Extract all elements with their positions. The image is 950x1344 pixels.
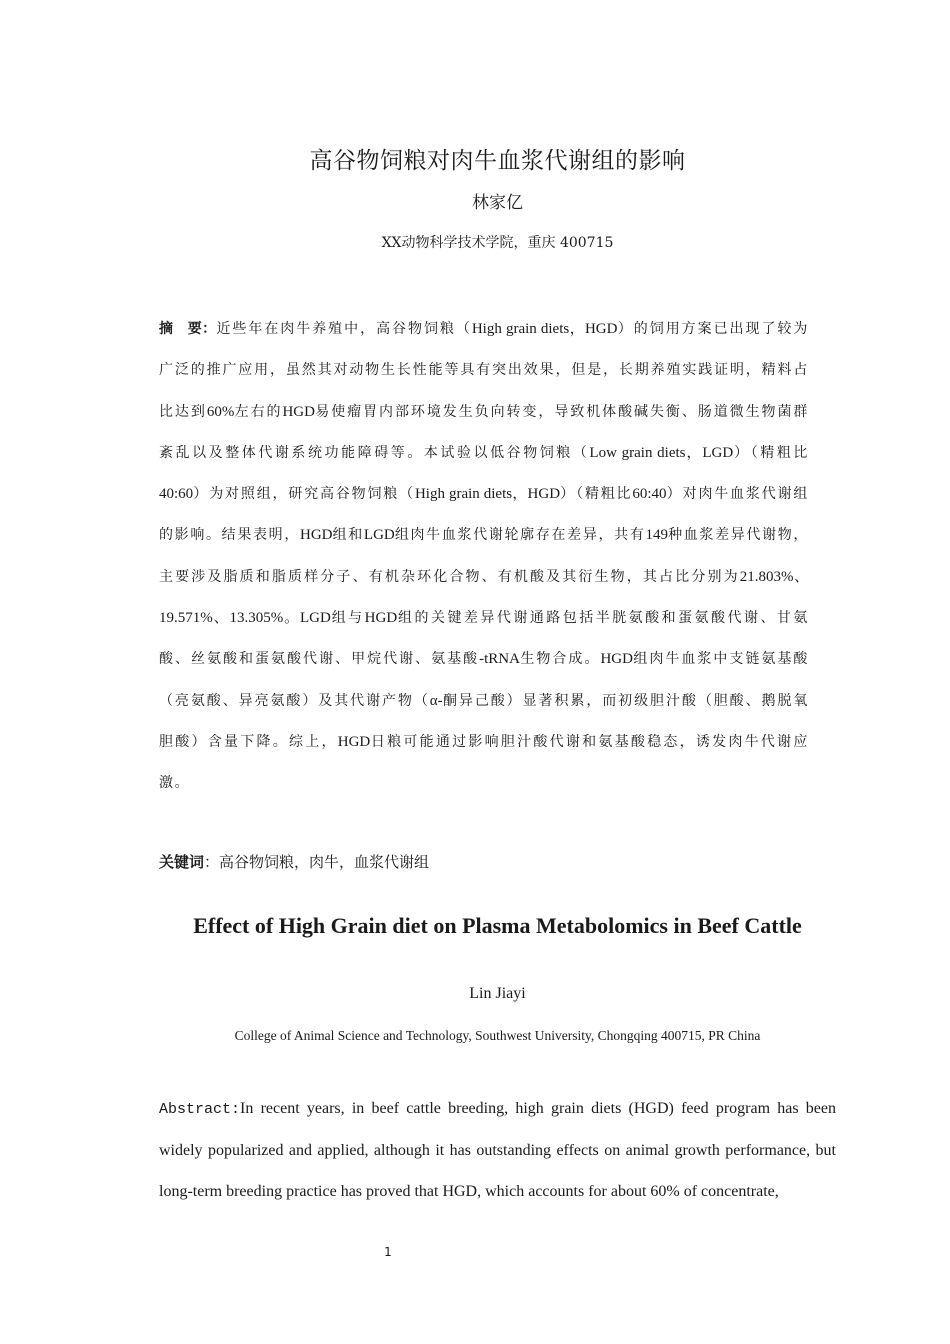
abstract-segment: ）（精粗比 <box>560 486 633 503</box>
abstract-segment: 组肉牛血浆代谢轮廓存在差异，共有 <box>394 527 646 544</box>
abstract-segment: HGD <box>282 403 315 420</box>
keywords-label: 关键词 <box>159 853 205 871</box>
abstract-segment: 149 <box>645 527 668 544</box>
abstract-segment: High grain diets，HGD <box>414 486 561 503</box>
abstract-segment: 酮异己酸）显著积累，而初级胆汁酸（胆酸、鹅脱氧胆酸）含量下降。综上， <box>159 692 809 750</box>
abstract-segment: 组的关键差异代谢通路包括半胱氨酸和蛋氨酸代谢、甘氨酸、丝氨酸和蛋氨酸代谢、甲烷代谢、氨基酸 <box>159 610 810 668</box>
affiliation-english: College of Animal Science and Technology, Southwest University, Chongqing 400715, PR China <box>234 1028 761 1043</box>
abstract-segment: 60% <box>206 403 235 420</box>
abstract-segment: HGD <box>300 527 333 544</box>
abstract-segment: 40:60 <box>159 486 194 503</box>
abstract-segment: 60:40 <box>632 486 667 503</box>
abstract-segment: ）为对照组，研究高谷物饲粮（ <box>193 486 415 503</box>
abstract-segment: 种血浆差异代谢物，主要涉及脂质和脂质样分子、有机杂环化合物、有机酸及其衍生物，其占比分别为 <box>159 527 810 585</box>
abstract-segment: HGD <box>364 610 398 627</box>
keywords-separator: ： <box>204 853 220 871</box>
abstract-segment: 日粮可能通过影响胆汁酸代谢和氨基酸稳态，诱发肉牛代谢应激。 <box>159 733 809 792</box>
abstract-segment: ）的饲用方案已出现了较为广泛的推广应用，虽然其对动物生长性能等具有突出效果，但是，长期养殖实践证明，精料占比达到 <box>159 321 809 420</box>
paper-title-chinese: 高谷物饲粮对肉牛血浆代谢组的影响 <box>309 148 686 174</box>
abstract-segment: HGD <box>600 651 633 668</box>
abstract-segment: ）（精粗比 <box>733 444 809 461</box>
abstract-segment: High grain diets，HGD <box>471 321 618 337</box>
paper-title-english: Effect of High Grain diet on Plasma Metabolomics in Beef Cattle <box>193 913 802 938</box>
abstract-segment: LGD <box>300 610 331 627</box>
abstract-segment: 易使瘤胃内部环境发生负向转变，导致机体酸碱失衡、肠道微生物菌群紊乱以及整体代谢系统功能障碍等。本试验以低谷物饲粮（ <box>159 403 809 461</box>
abstract-segment: Low grain diets，LGD <box>589 444 734 461</box>
abstract-segment: 21.803%、19.571%、13.305%。 <box>159 568 809 627</box>
page-number: 1 <box>384 1245 392 1259</box>
affiliation-chinese: XX动物科学技术学院，重庆 400715 <box>381 235 614 251</box>
abstract-segment: 左右的 <box>234 403 283 420</box>
author-name-english: Lin Jiayi <box>469 985 526 1002</box>
author-name-chinese: 林家亿 <box>472 193 523 213</box>
abstract-segment: 组和 <box>332 527 364 544</box>
abstract-english <box>159 1088 836 1212</box>
abstract-segment: HGD <box>337 733 371 750</box>
abstract-segment: 组与 <box>330 610 365 627</box>
abstract-text-english: In recent years, in beef cattle breeding, high grain diets (HGD) feed program has been widely popularized and applied, although it has outstanding effects on animal growth performance, but long-term breeding practice has proved that HGD, which accounts for about 60% of concentrate, <box>159 1100 836 1200</box>
abstract-segment: LGD <box>363 527 395 544</box>
abstract-segment: 近些年在肉牛养殖中，高谷物饲粮（ <box>216 321 472 337</box>
abstract-segment: ）对肉牛血浆代谢组的影响。结果表明， <box>159 486 809 544</box>
abstract-segment: α- <box>429 692 443 709</box>
abstract-segment: 生物合成。 <box>519 651 601 668</box>
keywords-chinese <box>159 851 429 872</box>
abstract-segment: -tRNA <box>479 651 520 668</box>
abstract-label-chinese: 摘 要： <box>159 321 217 337</box>
abstract-label-english: Abstract: <box>159 1101 241 1118</box>
abstract-chinese <box>159 309 809 805</box>
keywords-text: 高谷物饲粮，肉牛，血浆代谢组 <box>219 853 430 871</box>
abstract-segment: 组肉牛血浆中支链氨基酸（亮氨酸、异亮氨酸）及其代谢产物（ <box>159 651 810 709</box>
